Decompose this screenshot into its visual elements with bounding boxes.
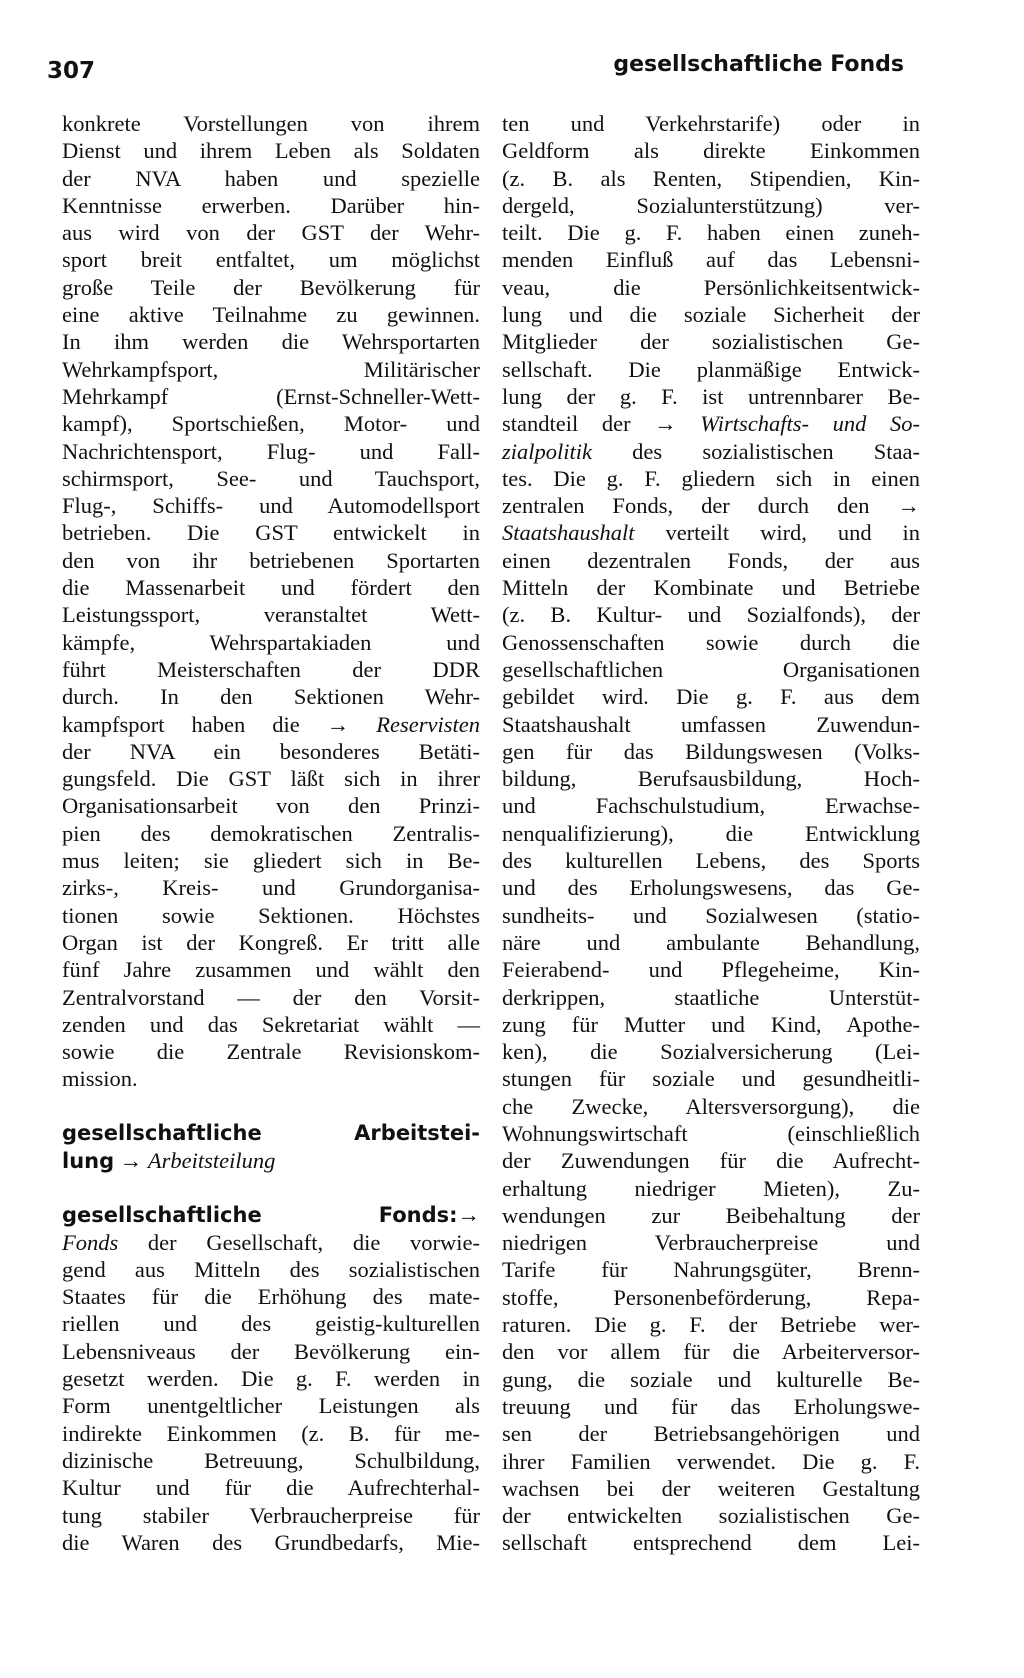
text-line: ken), die Sozialversicherung (Lei- <box>502 1039 920 1065</box>
text-line: stoffe, Personenbeförderung, Repa- <box>502 1284 920 1310</box>
entry-gesellschaftliche-fonds <box>62 1201 480 1556</box>
text-line: einen dezentralen Fonds, der aus <box>502 547 920 573</box>
text-line: niedrigen Verbraucherpreise und <box>502 1230 920 1256</box>
text-line: gebildet wird. Die g. F. aus dem <box>502 684 920 710</box>
text-line: betrieben. Die GST entwickelt in <box>62 520 480 546</box>
text-line: fünf Jahre zusammen und wählt den <box>62 957 480 983</box>
text-line: kampf), Sportschießen, Motor- und <box>62 411 480 437</box>
paragraph-gap <box>62 1093 480 1120</box>
text-line: mus leiten; sie gliedert sich in Be- <box>62 848 480 874</box>
text-line: veau, die Persönlichkeitsentwick- <box>502 274 920 300</box>
text-line: Kenntnisse erwerben. Darüber hin- <box>62 192 480 218</box>
text-line: Mitteln der Kombinate und Betriebe <box>502 575 920 601</box>
text-line: menden Einfluß auf das Lebensni- <box>502 247 920 273</box>
text-line: Staatshaushalt umfassen Zuwendun- <box>502 711 920 737</box>
entry-continuation <box>62 110 480 1093</box>
text-line: (z. B. Kultur- und Sozialfonds), der <box>502 602 920 628</box>
text-line: zentralen Fonds, der durch den → <box>502 493 920 519</box>
text-line: Mitglieder der sozialistischen Ge- <box>502 329 920 355</box>
text-line: aus wird von der GST der Wehr- <box>62 220 480 246</box>
text-fragment: der Gesellschaft, die vorwie- <box>118 1229 480 1255</box>
text-line: und Fachschulstudium, Erwachse- <box>502 793 920 819</box>
text-line: zenden und das Sekretariat wählt — <box>62 1011 480 1037</box>
text-line: Dienst und ihrem Leben als Soldaten <box>62 138 480 164</box>
arrow-symbol: → <box>114 1147 148 1173</box>
cross-reference-reservisten[interactable]: Reservisten <box>376 711 480 737</box>
text-line: konkrete Vorstellungen von ihrem <box>62 111 480 136</box>
text-line: (z. B. als Renten, Stipendien, Kin- <box>502 165 920 191</box>
text-line: der Zuwendungen für die Aufrecht- <box>502 1148 920 1174</box>
text-line: erhaltung niedriger Mieten), Zu- <box>502 1175 920 1201</box>
text-line: den von ihr betriebenen Sportarten <box>62 547 480 573</box>
text-line: che Zwecke, Altersversorgung), die <box>502 1093 920 1119</box>
text-line: des kulturellen Lebens, des Sports <box>502 848 920 874</box>
text-line: eine aktive Teilnahme zu gewinnen. <box>62 302 480 328</box>
text-line: tung stabiler Verbraucherpreise für <box>62 1502 480 1528</box>
text-line: der entwickelten sozialistischen Ge- <box>502 1503 920 1529</box>
text-line: durch. In den Sektionen Wehr- <box>62 684 480 710</box>
text-line: dizinische Betreuung, Schulbildung, <box>62 1447 480 1473</box>
text-line: lung der g. F. ist untrennbarer Be- <box>502 383 920 409</box>
text-fragment: des sozialistischen Staa- <box>592 438 920 464</box>
left-column <box>62 110 480 1556</box>
text-line: treuung und für das Erholungswe- <box>502 1393 920 1419</box>
text-line: derkrippen, staatliche Unterstüt- <box>502 984 920 1010</box>
text-line: zirks-, Kreis- und Grundorganisa- <box>62 875 480 901</box>
text-line: der NVA haben und spezielle <box>62 165 480 191</box>
page-number: 307 <box>47 58 96 84</box>
text-line: bildung, Berufsausbildung, Hoch- <box>502 766 920 792</box>
text-line: den vor allem für die Arbeiterversor- <box>502 1339 920 1365</box>
text-line: sellschaft entsprechend dem Lei- <box>502 1530 920 1556</box>
text-line: In ihm werden die Wehrsportarten <box>62 329 480 355</box>
text-line: Lebensniveaus der Bevölkerung ein- <box>62 1338 480 1364</box>
text-line: führt Meisterschaften der DDR <box>62 656 480 682</box>
text-fragment: standteil der → <box>502 411 701 437</box>
text-line: sundheits- und Sozialwesen (statio- <box>502 902 920 928</box>
text-line: riellen und des geistig-kulturellen <box>62 1311 480 1337</box>
text-line-with-reference <box>502 519 920 546</box>
text-line: schirmsport, See- und Tauchsport, <box>62 465 480 491</box>
cross-reference-wirtschafts-und-sozialpolitik-end[interactable]: zialpolitik <box>502 438 592 464</box>
text-line: gungsfeld. Die GST läßt sich in ihrer <box>62 766 480 792</box>
text-line: Nachrichtensport, Flug- und Fall- <box>62 438 480 464</box>
text-line: große Teile der Bevölkerung für <box>62 274 480 300</box>
arrow-symbol: → <box>457 1202 480 1228</box>
text-line: raturen. Die g. F. der Betriebe wer- <box>502 1312 920 1338</box>
text-line: sport breit entfaltet, um möglichst <box>62 247 480 273</box>
cross-reference-staatshaushalt[interactable]: Staatshaushalt <box>502 520 635 546</box>
text-line-with-reference <box>62 1229 480 1256</box>
text-line: mission. <box>62 1066 138 1092</box>
text-line: pien des demokratischen Zentralis- <box>62 820 480 846</box>
running-head: gesellschaftliche Fonds <box>613 52 904 77</box>
text-line: Tarife für Nahrungsgüter, Brenn- <box>502 1257 920 1283</box>
text-line: Mehrkampf (Ernst-Schneller-Wett- <box>62 383 480 409</box>
text-line: lung und die soziale Sicherheit der <box>502 302 920 328</box>
entry-headword: gesellschaftliche Fonds: <box>62 1203 458 1228</box>
text-line: Feierabend- und Pflegeheime, Kin- <box>502 957 920 983</box>
text-line: Leistungssport, veranstaltet Wett- <box>62 602 480 628</box>
text-line: tes. Die g. F. gliedern sich in einen <box>502 465 920 491</box>
text-line: sen der Betriebsangehörigen und <box>502 1421 920 1447</box>
text-line: wachsen bei der weiteren Gestaltung <box>502 1475 920 1501</box>
text-line: Form unentgeltlicher Leistungen als <box>62 1393 480 1419</box>
entry-headword-line <box>62 1201 480 1228</box>
text-line: gen für das Bildungswesen (Volks- <box>502 738 920 764</box>
entry-headword-end: lung <box>62 1148 115 1173</box>
text-line: tionen sowie Sektionen. Höchstes <box>62 902 480 928</box>
text-line-with-reference <box>502 410 920 437</box>
text-line: Zentralvorstand — der den Vorsit- <box>62 984 480 1010</box>
text-line: wendungen zur Beibehaltung der <box>502 1202 920 1228</box>
cross-reference-fonds[interactable]: Fonds <box>62 1229 119 1255</box>
text-line: der NVA ein besonderes Betäti- <box>62 738 480 764</box>
text-line: ihrer Familien verwendet. Die g. F. <box>502 1448 920 1474</box>
text-line: sowie die Zentrale Revisionskom- <box>62 1039 480 1065</box>
paragraph-gap <box>62 1174 480 1201</box>
text-line: Geldform als direkte Einkommen <box>502 138 920 164</box>
text-line: gesetzt werden. Die g. F. werden in <box>62 1366 480 1392</box>
text-line-with-reference <box>62 711 480 738</box>
text-line-with-reference <box>502 438 920 465</box>
text-line: nenqualifizierung), die Entwicklung <box>502 820 920 846</box>
cross-reference-wirtschafts-und-sozialpolitik[interactable]: Wirtschafts- und So- <box>700 411 921 437</box>
text-line: ten und Verkehrstarife) oder in <box>502 111 920 136</box>
text-line: kämpfe, Wehrspartakiaden und <box>62 629 480 655</box>
text-line: Wohnungswirtschaft (einschließlich <box>502 1120 920 1146</box>
text-line: gung, die soziale und kulturelle Be- <box>502 1366 920 1392</box>
text-line: Organisationsarbeit von den Prinzi- <box>62 793 480 819</box>
text-line: gesellschaftlichen Organisationen <box>502 656 920 682</box>
text-line: Kultur und für die Aufrechterhal- <box>62 1475 480 1501</box>
text-line: dergeld, Sozialunterstützung) ver- <box>502 192 920 218</box>
entry-headword: gesellschaftliche Arbeitstei- <box>62 1120 480 1145</box>
text-line: näre und ambulante Behandlung, <box>502 929 920 955</box>
text-line: die Massenarbeit und fördert den <box>62 575 480 601</box>
text-line: zung für Mutter und Kind, Apothe- <box>502 1011 920 1037</box>
text-line: stungen für soziale und gesundheitli- <box>502 1066 920 1092</box>
entry-arbeitsteilung <box>62 1120 480 1175</box>
text-line: und des Erholungswesens, das Ge- <box>502 875 920 901</box>
text-line: gend aus Mitteln des sozialistischen <box>62 1256 480 1282</box>
text-line: Flug-, Schiffs- und Automodellsport <box>62 493 480 519</box>
text-line: Staates für die Erhöhung des mate- <box>62 1284 480 1310</box>
text-line: indirekte Einkommen (z. B. für me- <box>62 1420 480 1446</box>
text-line: sellschaft. Die planmäßige Entwick- <box>502 356 920 382</box>
text-fragment: verteilt wird, und in <box>634 520 920 546</box>
entry-headword-line <box>62 1147 480 1174</box>
text-fragment: kampfsport haben die → <box>62 711 377 737</box>
cross-reference-arbeitsteilung[interactable]: Arbeitsteilung <box>147 1147 276 1173</box>
right-column <box>502 110 920 1557</box>
text-line: Organ ist der Kongreß. Er tritt alle <box>62 929 480 955</box>
text-line: Wehrkampfsport, Militärischer <box>62 356 480 382</box>
text-line: die Waren des Grundbedarfs, Mie- <box>62 1529 480 1555</box>
text-line: teilt. Die g. F. haben einen zuneh- <box>502 220 920 246</box>
text-line: Genossenschaften sowie durch die <box>502 629 920 655</box>
